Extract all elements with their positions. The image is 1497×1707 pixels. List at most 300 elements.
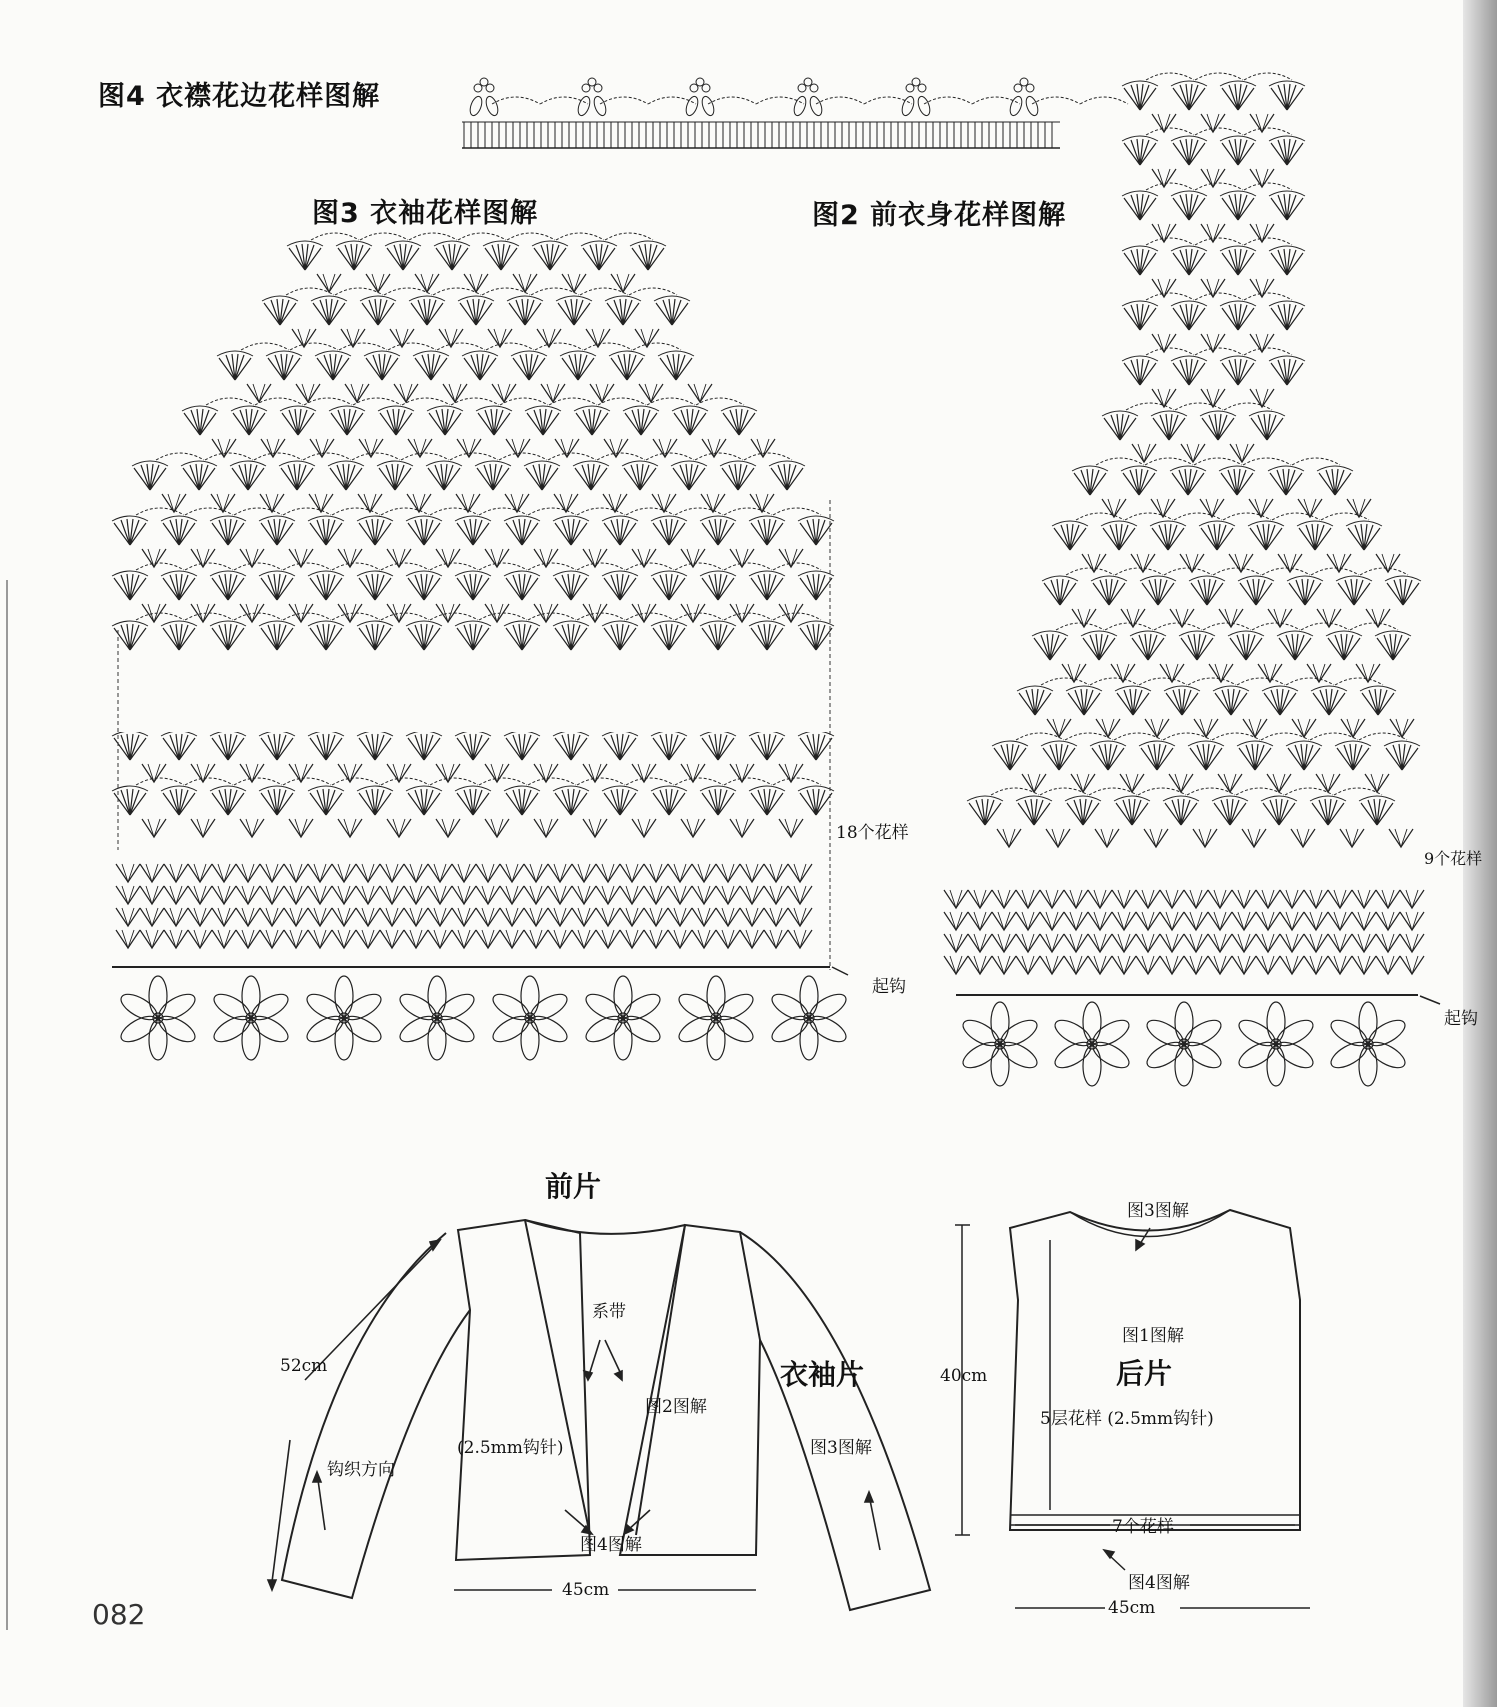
- front-shell-stitch: [1041, 741, 1077, 770]
- sleeve-v-stitch: [541, 384, 565, 402]
- front-chain-arc: [1194, 458, 1242, 465]
- front-v-stitch: [968, 890, 992, 908]
- sleeve-v-stitch: [338, 764, 362, 782]
- sleeve-v-stitch: [524, 930, 548, 948]
- front-v-stitch: [944, 890, 968, 908]
- sleeve-shell-stitch: [553, 786, 589, 815]
- sleeve-chain-arc: [234, 508, 282, 515]
- front-shell-stitch: [1171, 301, 1207, 330]
- sleeve-v-stitch: [404, 908, 428, 926]
- sleeve-chain-arc: [629, 288, 677, 295]
- sleeve-v-stitch: [716, 886, 740, 904]
- sleeve-v-stitch: [308, 908, 332, 926]
- front-v-stitch: [1040, 890, 1064, 908]
- front-chain-arc: [1125, 513, 1173, 520]
- front-shell-stitch: [1171, 191, 1207, 220]
- front-v-stitch: [1201, 279, 1225, 297]
- front-chain-arc: [1286, 678, 1334, 685]
- front-flower-motif: [959, 1002, 1041, 1086]
- sleeve-v-stitch: [456, 494, 480, 512]
- sleeve-chain-arc: [549, 398, 597, 405]
- sleeve-v-stitch: [260, 930, 284, 948]
- sleeve-v-stitch: [332, 886, 356, 904]
- front-shell-stitch: [1311, 686, 1347, 715]
- sleeve-flower-motif: [117, 976, 199, 1060]
- sleeve-shell-stitch: [112, 621, 148, 650]
- front-v-stitch: [1256, 956, 1280, 974]
- front-v-stitch: [1280, 956, 1304, 974]
- sleeve-v-stitch: [188, 908, 212, 926]
- sleeve-chain-arc: [577, 508, 625, 515]
- sleeve-v-stitch: [443, 384, 467, 402]
- sleeve-v-stitch: [572, 864, 596, 882]
- front-shell-stitch: [1220, 356, 1256, 385]
- sleeve-chain-arc: [205, 453, 253, 460]
- sleeve-v-stitch: [356, 930, 380, 948]
- front-shell-stitch: [1122, 136, 1158, 165]
- sleeve-chain-arc: [156, 453, 204, 460]
- sleeve-v-stitch: [394, 384, 418, 402]
- front-v-stitch: [1095, 829, 1119, 847]
- front-shell-stitch: [1065, 796, 1101, 825]
- sleeve-piece-title: 衣袖片: [780, 1358, 865, 1391]
- front-chain-arc: [1056, 623, 1104, 630]
- sleeve-shell-stitch: [328, 461, 364, 490]
- front-v-stitch: [1376, 554, 1400, 572]
- front-v-stitch: [1258, 664, 1282, 682]
- front-shell-stitch: [1121, 466, 1157, 495]
- sleeve-v-stitch: [240, 764, 264, 782]
- sleeve-shell-stitch: [581, 241, 617, 270]
- front-v-stitch: [1160, 956, 1184, 974]
- sleeve-shell-stitch: [377, 461, 413, 490]
- back-edge-ref-label: 图4图解: [1128, 1573, 1190, 1593]
- sleeve-shell-stitch: [231, 406, 267, 435]
- sleeve-shell-stitch: [798, 731, 834, 760]
- sleeve-v-stitch: [338, 549, 362, 567]
- sleeve-v-stitch: [534, 819, 558, 837]
- sleeve-shell-stitch: [700, 731, 736, 760]
- front-v-stitch: [1102, 499, 1126, 517]
- front-annotation-arrows: [268, 1240, 880, 1590]
- sleeve-shell-stitch: [700, 621, 736, 650]
- sleeve-chain-arc: [458, 233, 506, 240]
- front-v-stitch: [1328, 912, 1352, 930]
- front-chain-arc: [1195, 238, 1243, 245]
- sleeve-v-stitch: [212, 930, 236, 948]
- sleeve-v-stitch: [162, 494, 186, 512]
- sleeve-chain-arc: [675, 778, 723, 785]
- front-shell-stitch: [1238, 576, 1274, 605]
- front-shell-stitch: [1179, 631, 1215, 660]
- sleeve-chain-arc: [206, 398, 254, 405]
- front-shell-stitch: [1101, 521, 1137, 550]
- sleeve-shell-stitch: [385, 241, 421, 270]
- sleeve-shell-stitch: [553, 731, 589, 760]
- front-v-stitch: [1307, 664, 1331, 682]
- sleeve-shell-stitch: [311, 296, 347, 325]
- sleeve-v-stitch: [751, 439, 775, 457]
- front-chain-arc: [1213, 568, 1261, 575]
- front-v-stitch: [1352, 934, 1376, 952]
- front-v-stitch: [997, 829, 1021, 847]
- sleeve-shell-stitch: [455, 516, 491, 545]
- sleeve-v-stitch: [260, 886, 284, 904]
- front-flower-motif: [1235, 1002, 1317, 1086]
- front-chain-arc: [1115, 568, 1163, 575]
- sleeve-v-stitch: [740, 864, 764, 882]
- front-v-stitch: [1229, 554, 1253, 572]
- fig2-heading: 图2 前衣身花样图解: [812, 200, 1067, 231]
- border-trefoil: [1008, 78, 1040, 117]
- front-chain-arc: [1146, 238, 1194, 245]
- front-v-stitch: [1242, 829, 1266, 847]
- sleeve-v-stitch: [620, 930, 644, 948]
- front-v-stitch: [944, 912, 968, 930]
- front-shell-stitch: [1335, 741, 1371, 770]
- sleeve-v-stitch: [212, 908, 236, 926]
- border-trefoil: [576, 78, 608, 117]
- front-v-stitch: [1400, 912, 1424, 930]
- front-v-stitch: [1250, 279, 1274, 297]
- sleeve-chain-arc: [136, 778, 184, 785]
- sleeve-v-stitch: [387, 764, 411, 782]
- front-shell-stitch: [1171, 136, 1207, 165]
- sleeve-v-stitch: [240, 819, 264, 837]
- sleeve-shell-stitch: [259, 621, 295, 650]
- front-shell-stitch: [1317, 466, 1353, 495]
- sleeve-shell-stitch: [259, 516, 295, 545]
- sleeve-shell-stitch: [700, 571, 736, 600]
- sleeve-shell-stitch: [455, 786, 491, 815]
- sleeve-chain-arc: [577, 778, 625, 785]
- sleeve-shell-stitch: [279, 461, 315, 490]
- direction-label: 钩织方向: [327, 1460, 395, 1480]
- sleeve-v-stitch: [284, 864, 308, 882]
- sleeve-shell-stitch: [504, 571, 540, 600]
- sleeve-shell-stitch: [798, 786, 834, 815]
- sleeve-shell-stitch: [161, 621, 197, 650]
- sleeve-chain-arc: [234, 563, 282, 570]
- sleeve-shell-stitch: [720, 461, 756, 490]
- tie-label: 系带: [592, 1302, 626, 1322]
- sleeve-chain-arc: [234, 778, 282, 785]
- sleeve-v-stitch: [407, 494, 431, 512]
- sleeve-v-stitch: [668, 864, 692, 882]
- sleeve-shell-stitch: [700, 516, 736, 545]
- sleeve-v-stitch: [356, 864, 380, 882]
- sleeve-v-stitch: [716, 908, 740, 926]
- sleeve-v-stitch: [380, 864, 404, 882]
- sleeve-chain-arc: [584, 343, 632, 350]
- front-v-stitch: [1208, 934, 1232, 952]
- sleeve-repeats-note: 18个花样: [836, 823, 909, 843]
- front-chain-arc: [1188, 678, 1236, 685]
- front-shell-stitch: [1171, 246, 1207, 275]
- sleeve-v-stitch: [788, 908, 812, 926]
- sleeve-v-stitch: [764, 930, 788, 948]
- sleeve-chain-arc: [507, 233, 555, 240]
- sleeve-flower-motif: [675, 976, 757, 1060]
- sleeve-shell-stitch: [511, 351, 547, 380]
- sleeve-v-stitch: [309, 494, 333, 512]
- front-shell-stitch: [992, 741, 1028, 770]
- front-shell-stitch: [1310, 796, 1346, 825]
- sleeve-v-stitch: [653, 439, 677, 457]
- sleeve-chain-arc: [290, 343, 338, 350]
- front-v-stitch: [1366, 609, 1390, 627]
- sleeve-shell-stitch: [336, 241, 372, 270]
- sleeve-shell-stitch: [553, 516, 589, 545]
- sleeve-shell-stitch: [602, 571, 638, 600]
- sleeve-chain-arc: [430, 508, 478, 515]
- front-chain-arc: [1243, 458, 1291, 465]
- front-v-stitch: [1280, 890, 1304, 908]
- sleeve-shell-stitch: [605, 296, 641, 325]
- front-v-stitch: [1201, 114, 1225, 132]
- front-v-stitch: [1180, 554, 1204, 572]
- front-v-stitch: [1400, 934, 1424, 952]
- sleeve-shell-stitch: [259, 786, 295, 815]
- sleeve-shell-stitch: [672, 406, 708, 435]
- sleeve-chain-arc: [479, 508, 527, 515]
- sleeve-v-stitch: [428, 864, 452, 882]
- sleeve-v-stitch: [404, 864, 428, 882]
- sleeve-v-stitch: [261, 439, 285, 457]
- sleeve-v-stitch: [548, 864, 572, 882]
- front-shell-stitch: [1066, 686, 1102, 715]
- sleeve-shell-stitch: [161, 571, 197, 600]
- sleeve-chain-arc: [605, 233, 653, 240]
- sleeve-shell-stitch: [602, 516, 638, 545]
- sleeve-shell-stitch: [749, 621, 785, 650]
- front-chain-arc: [1096, 458, 1144, 465]
- sleeve-chain-arc: [528, 563, 576, 570]
- sleeve-chain-arc: [675, 508, 723, 515]
- sleeve-chain-arc: [695, 453, 743, 460]
- sleeve-shell-stitch: [798, 516, 834, 545]
- sleeve-shell-stitch: [553, 621, 589, 650]
- sleeve-chain-arc: [311, 233, 359, 240]
- back-width-label: 45cm: [1108, 1598, 1156, 1618]
- front-shell-stitch: [1220, 191, 1256, 220]
- sleeve-chain-arc: [535, 343, 583, 350]
- front-v-stitch: [1256, 934, 1280, 952]
- front-shell-stitch: [1052, 521, 1088, 550]
- sleeve-v-stitch: [681, 549, 705, 567]
- sleeve-shell-stitch: [308, 516, 344, 545]
- front-v-stitch: [1088, 912, 1112, 930]
- sleeve-chain-arc: [185, 563, 233, 570]
- sleeve-shell-stitch: [560, 351, 596, 380]
- front-shell-stitch: [1188, 741, 1224, 770]
- front-shell-stitch: [1269, 246, 1305, 275]
- sleeve-v-stitch: [596, 864, 620, 882]
- front-v-stitch: [1132, 444, 1156, 462]
- sleeve-chain-arc: [744, 453, 792, 460]
- sleeve-shell-stitch: [357, 786, 393, 815]
- front-v-stitch: [1016, 890, 1040, 908]
- sleeve-shell-stitch: [651, 621, 687, 650]
- front-shell-stitch: [1269, 301, 1305, 330]
- sleeve-v-stitch: [404, 930, 428, 948]
- back-piece-title: 后片: [1116, 1357, 1173, 1390]
- sleeve-v-stitch: [240, 549, 264, 567]
- front-chain-arc: [1244, 238, 1292, 245]
- front-v-stitch: [1201, 169, 1225, 187]
- front-v-stitch: [1298, 499, 1322, 517]
- fig4-border-chart: [462, 78, 1128, 148]
- front-v-stitch: [1064, 934, 1088, 952]
- border-chain-arc: [1032, 97, 1080, 104]
- sleeve-shell-stitch: [630, 241, 666, 270]
- sleeve-v-stitch: [764, 886, 788, 904]
- front-v-stitch: [1352, 890, 1376, 908]
- sleeve-v-stitch: [428, 930, 452, 948]
- sleeve-shell-stitch: [357, 516, 393, 545]
- sleeve-flower-motif: [303, 976, 385, 1060]
- front-shell-stitch: [1359, 796, 1395, 825]
- front-shell-stitch: [1189, 576, 1225, 605]
- front-shell-stitch: [1262, 686, 1298, 715]
- front-v-stitch: [1064, 956, 1088, 974]
- sleeve-flower-motif: [582, 976, 664, 1060]
- front-v-stitch: [1304, 890, 1328, 908]
- sleeve-v-stitch: [620, 908, 644, 926]
- back-layers-label: 5层花样 (2.5mm钩针): [1040, 1409, 1214, 1429]
- fig3-sleeve-chart: [112, 233, 850, 1060]
- sleeve-chain-arc: [332, 563, 380, 570]
- sleeve-v-stitch: [289, 549, 313, 567]
- sleeve-chain-arc: [773, 778, 821, 785]
- sleeve-v-stitch: [142, 819, 166, 837]
- front-chain-arc: [1244, 73, 1292, 80]
- front-v-stitch: [1304, 912, 1328, 930]
- sleeve-v-stitch: [740, 886, 764, 904]
- border-trefoil: [684, 78, 716, 117]
- sleeve-v-stitch: [548, 886, 572, 904]
- front-shell-stitch: [1150, 521, 1186, 550]
- front-shell-stitch: [1286, 741, 1322, 770]
- front-v-stitch: [1152, 334, 1176, 352]
- sleeve-v-stitch: [289, 764, 313, 782]
- front-repeats-note: 9个花样: [1424, 849, 1483, 868]
- sleeve-shell-stitch: [671, 461, 707, 490]
- sleeve-chain-arc: [577, 563, 625, 570]
- sleeve-shell-stitch: [259, 571, 295, 600]
- front-v-stitch: [1193, 829, 1217, 847]
- front-v-stitch: [1016, 912, 1040, 930]
- sleeve-chain-arc: [724, 778, 772, 785]
- sleeve-shell-stitch: [259, 731, 295, 760]
- sleeve-shell-stitch: [161, 786, 197, 815]
- sleeve-shell-stitch: [360, 296, 396, 325]
- sleeve-v-stitch: [436, 819, 460, 837]
- front-v-stitch: [1082, 554, 1106, 572]
- sleeve-v-stitch: [572, 886, 596, 904]
- front-v-stitch: [1184, 934, 1208, 952]
- front-shell-stitch: [1237, 741, 1273, 770]
- front-v-stitch: [1280, 912, 1304, 930]
- front-chain-arc: [1335, 678, 1383, 685]
- sleeve-v-stitch: [356, 908, 380, 926]
- sleeve-v-stitch: [191, 819, 215, 837]
- sleeve-v-stitch: [476, 864, 500, 882]
- sleeve-shell-stitch: [651, 571, 687, 600]
- front-shell-stitch: [1122, 356, 1158, 385]
- sleeve-v-stitch: [548, 908, 572, 926]
- sleeve-shell-stitch: [455, 571, 491, 600]
- sleeve-chain-arc: [283, 508, 331, 515]
- sleeve-v-stitch: [750, 494, 774, 512]
- sleeve-v-stitch: [572, 908, 596, 926]
- sleeve-v-stitch: [260, 864, 284, 882]
- front-v-stitch: [1250, 224, 1274, 242]
- front-shell-stitch: [1336, 576, 1372, 605]
- front-v-stitch: [1016, 934, 1040, 952]
- sleeve-shell-stitch: [749, 571, 785, 600]
- front-chain-arc: [1126, 403, 1174, 410]
- border-trefoil: [468, 78, 500, 117]
- sleeve-v-stitch: [116, 908, 140, 926]
- sleeve-chain-arc: [626, 778, 674, 785]
- front-chain-arc: [1146, 293, 1194, 300]
- sleeve-v-stitch: [572, 930, 596, 948]
- sleeve-v-stitch: [668, 908, 692, 926]
- front-shell-stitch: [1212, 796, 1248, 825]
- sleeve-flower-motif: [396, 976, 478, 1060]
- sleeve-v-stitch: [380, 908, 404, 926]
- front-v-stitch: [1249, 499, 1273, 517]
- sleeve-v-stitch: [260, 494, 284, 512]
- sleeve-shell-stitch: [357, 621, 393, 650]
- front-v-stitch: [944, 956, 968, 974]
- front-chain-arc: [1360, 568, 1408, 575]
- sleeve-chain-arc: [500, 398, 548, 405]
- front-shell-stitch: [1032, 631, 1068, 660]
- front-v-stitch: [1152, 279, 1176, 297]
- front-v-stitch: [968, 956, 992, 974]
- sleeve-chain-arc: [450, 453, 498, 460]
- front-shell-stitch: [1130, 631, 1166, 660]
- sleeve-v-stitch: [408, 439, 432, 457]
- sleeve-shell-stitch: [409, 296, 445, 325]
- sleeve-v-stitch: [500, 886, 524, 904]
- sleeve-shell-stitch: [721, 406, 757, 435]
- sleeve-v-stitch: [692, 864, 716, 882]
- front-v-stitch: [1352, 912, 1376, 930]
- front-v-stitch: [1121, 609, 1145, 627]
- sleeve-v-stitch: [500, 930, 524, 948]
- front-shell-stitch: [1140, 576, 1176, 605]
- sleeve-flower-motif: [210, 976, 292, 1060]
- front-chain-arc: [1224, 403, 1272, 410]
- sleeve-flower-motif: [489, 976, 571, 1060]
- sleeve-shell-stitch: [378, 406, 414, 435]
- sleeve-shell-stitch: [210, 731, 246, 760]
- front-v-stitch: [1112, 912, 1136, 930]
- sleeve-v-stitch: [428, 886, 452, 904]
- sleeve-v-stitch: [701, 494, 725, 512]
- front-needle-label: (2.5mm钩针): [457, 1438, 564, 1458]
- sleeve-chain-arc: [353, 398, 401, 405]
- front-v-stitch: [1328, 934, 1352, 952]
- front-shell-stitch: [1269, 356, 1305, 385]
- sleeve-chain-arc: [402, 398, 450, 405]
- sleeve-chain-arc: [528, 508, 576, 515]
- sleeve-shell-stitch: [112, 731, 148, 760]
- front-v-stitch: [1112, 890, 1136, 908]
